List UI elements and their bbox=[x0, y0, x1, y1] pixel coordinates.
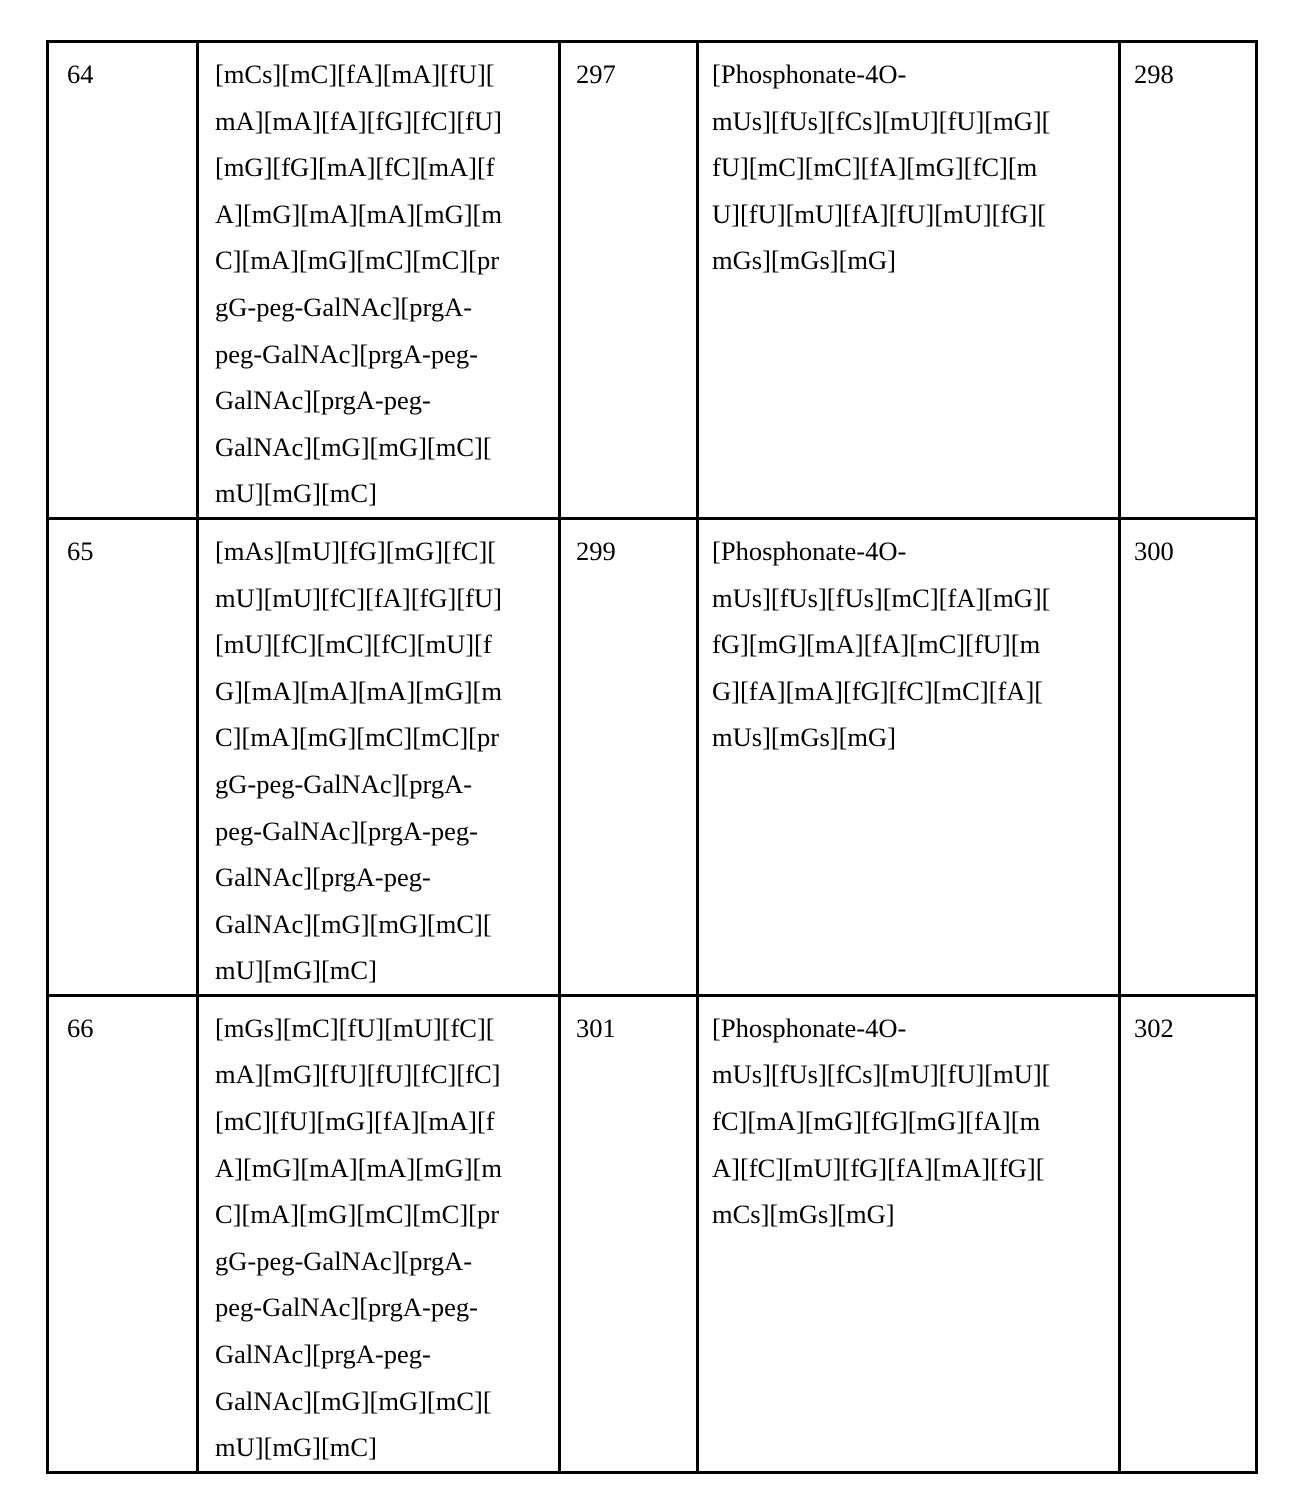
sense-sequence-cell bbox=[198, 42, 560, 519]
antisense-sequence-cell bbox=[698, 518, 1120, 995]
sense-seq-id-cell-text: 301 bbox=[576, 1005, 686, 1052]
duplex-id-cell-text: 66 bbox=[67, 1005, 186, 1052]
sequence-line: G][mA][mA][mA][mG][m bbox=[215, 668, 548, 715]
duplex-id-cell-text: 64 bbox=[67, 51, 186, 98]
sequence-line: peg-GalNAc][prgA-peg- bbox=[215, 331, 548, 378]
sense-sequence-cell bbox=[198, 518, 560, 995]
sequence-line: GalNAc][prgA-peg- bbox=[215, 377, 548, 424]
sequence-line: C][mA][mG][mC][mC][pr bbox=[215, 237, 548, 284]
sequence-line: mA][mG][fU][fU][fC][fC] bbox=[215, 1051, 548, 1098]
sequence-line: [mC][fU][mG][fA][mA][f bbox=[215, 1098, 548, 1145]
sequence-line: G][fA][mA][fG][fC][mC][fA][ bbox=[712, 668, 1108, 715]
sequence-line: A][mG][mA][mA][mG][m bbox=[215, 191, 548, 238]
antisense-sequence-cell bbox=[698, 42, 1120, 519]
antisense-sequence-cell bbox=[698, 995, 1120, 1472]
sequence-line: peg-GalNAc][prgA-peg- bbox=[215, 1284, 548, 1331]
sequence-line: mUs][fUs][fUs][mC][fA][mG][ bbox=[712, 575, 1108, 622]
sequence-line: A][mG][mA][mA][mG][m bbox=[215, 1145, 548, 1192]
sequence-line: [mCs][mC][fA][mA][fU][ bbox=[215, 51, 548, 98]
sense-seq-id-cell bbox=[560, 995, 698, 1472]
sequence-line: gG-peg-GalNAc][prgA- bbox=[215, 284, 548, 331]
sense-seq-id-cell bbox=[560, 518, 698, 995]
sequence-line: gG-peg-GalNAc][prgA- bbox=[215, 761, 548, 808]
duplex-id-cell bbox=[48, 995, 198, 1472]
sequence-line: mGs][mGs][mG] bbox=[712, 237, 1108, 284]
sequence-line: mU][mU][fC][fA][fG][fU] bbox=[215, 575, 548, 622]
sequence-line: GalNAc][prgA-peg- bbox=[215, 1331, 548, 1378]
sequence-line: fC][mA][mG][fG][mG][fA][m bbox=[712, 1098, 1108, 1145]
sense-sequence-cell bbox=[198, 995, 560, 1472]
antisense-seq-id-cell-text: 298 bbox=[1134, 51, 1245, 98]
sequence-line: [Phosphonate-4O- bbox=[712, 528, 1108, 575]
duplex-id-cell bbox=[48, 42, 198, 519]
sequence-line: C][mA][mG][mC][mC][pr bbox=[215, 714, 548, 761]
table-row bbox=[48, 995, 1257, 1472]
sense-seq-id-cell-text: 297 bbox=[576, 51, 686, 98]
sequence-line: mU][mG][mC] bbox=[215, 947, 548, 994]
duplex-id-cell bbox=[48, 518, 198, 995]
sequence-table bbox=[46, 40, 1258, 1474]
sequence-line: A][fC][mU][fG][fA][mA][fG][ bbox=[712, 1145, 1108, 1192]
sequence-line: GalNAc][mG][mG][mC][ bbox=[215, 1378, 548, 1425]
sequence-line: fU][mC][mC][fA][mG][fC][m bbox=[712, 144, 1108, 191]
antisense-seq-id-cell-text: 302 bbox=[1134, 1005, 1245, 1052]
sequence-line: GalNAc][prgA-peg- bbox=[215, 854, 548, 901]
duplex-id-cell-text: 65 bbox=[67, 528, 186, 575]
sequence-line: [Phosphonate-4O- bbox=[712, 51, 1108, 98]
sequence-line: mUs][fUs][fCs][mU][fU][mG][ bbox=[712, 98, 1108, 145]
sequence-line: mUs][fUs][fCs][mU][fU][mU][ bbox=[712, 1051, 1108, 1098]
sequence-line: mCs][mGs][mG] bbox=[712, 1191, 1108, 1238]
antisense-seq-id-cell-text: 300 bbox=[1134, 528, 1245, 575]
antisense-seq-id-cell bbox=[1120, 518, 1257, 995]
sequence-line: [mG][fG][mA][fC][mA][f bbox=[215, 144, 548, 191]
sequence-line: fG][mG][mA][fA][mC][fU][m bbox=[712, 621, 1108, 668]
antisense-seq-id-cell bbox=[1120, 995, 1257, 1472]
antisense-seq-id-cell bbox=[1120, 42, 1257, 519]
sequence-line: [Phosphonate-4O- bbox=[712, 1005, 1108, 1052]
table-row bbox=[48, 518, 1257, 995]
sequence-line: [mU][fC][mC][fC][mU][f bbox=[215, 621, 548, 668]
table-row bbox=[48, 42, 1257, 519]
sequence-line: peg-GalNAc][prgA-peg- bbox=[215, 808, 548, 855]
sequence-line: [mAs][mU][fG][mG][fC][ bbox=[215, 528, 548, 575]
sequence-line: mU][mG][mC] bbox=[215, 1424, 548, 1471]
sequence-line: GalNAc][mG][mG][mC][ bbox=[215, 424, 548, 471]
sequence-line: GalNAc][mG][mG][mC][ bbox=[215, 901, 548, 948]
sense-seq-id-cell-text: 299 bbox=[576, 528, 686, 575]
sequence-line: C][mA][mG][mC][mC][pr bbox=[215, 1191, 548, 1238]
sequence-line: U][fU][mU][fA][fU][mU][fG][ bbox=[712, 191, 1108, 238]
sequence-line: mA][mA][fA][fG][fC][fU] bbox=[215, 98, 548, 145]
sequence-line: mUs][mGs][mG] bbox=[712, 714, 1108, 761]
sense-seq-id-cell bbox=[560, 42, 698, 519]
sequence-line: gG-peg-GalNAc][prgA- bbox=[215, 1238, 548, 1285]
sequence-line: mU][mG][mC] bbox=[215, 470, 548, 517]
sequence-line: [mGs][mC][fU][mU][fC][ bbox=[215, 1005, 548, 1052]
